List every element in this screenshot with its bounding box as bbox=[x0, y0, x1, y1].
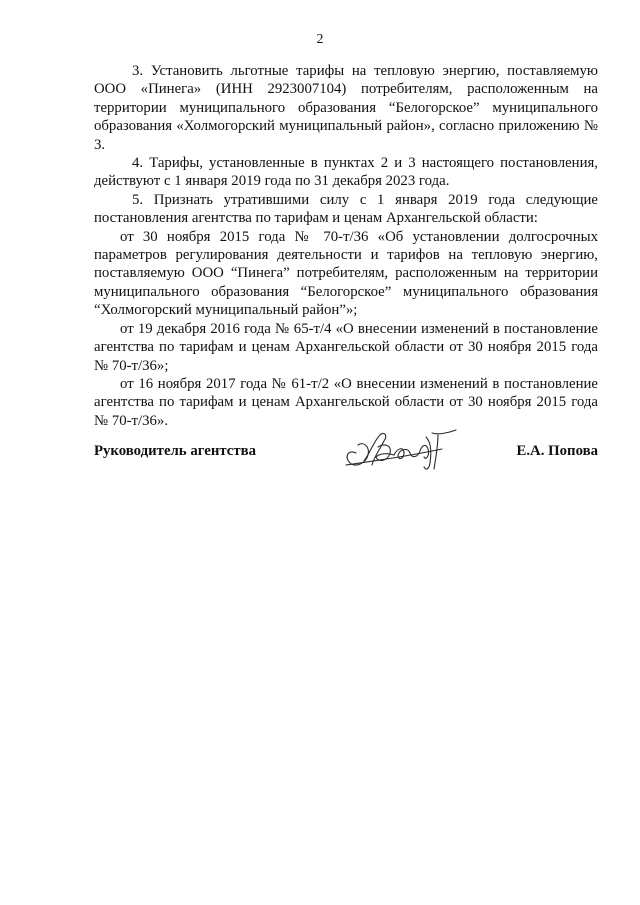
signature-block bbox=[94, 433, 598, 477]
repealed-act-3: от 16 ноября 2017 года № 61-т/2 «О внесении изменений в постановление агентства по тарифам и ценам Архангельской области от 30 ноября 2015 года № 70-т/36». bbox=[94, 375, 598, 429]
signatory-title: Руководитель агентства bbox=[94, 443, 257, 459]
repealed-act-2: от 19 декабря 2016 года № 65-т/4 «О внесении изменений в постановление агентства по тарифам и ценам Архангельской области от 30 ноября 2015 года № 70-т/36»; bbox=[94, 320, 598, 374]
paragraph-item-3: 3. Установить льготные тарифы на тепловую энергию, поставляемую ООО «Пинега» (ИНН 2923007104) потребителям, расположенным на территории муниципального образования “Белогорское” муниципального образования «Холмогорский муниципальный район», согласно приложению № 3. bbox=[94, 63, 598, 153]
handwritten-signature bbox=[334, 427, 464, 473]
signatory-name: Е.А. Попова bbox=[516, 443, 598, 459]
document-body bbox=[94, 62, 598, 430]
paragraph-item-5: 5. Признать утратившими силу с 1 января 2019 года следующие постановления агентства по тарифам и ценам Архангельской области: bbox=[94, 191, 598, 227]
repealed-act-1: от 30 ноября 2015 года № 70-т/36 «Об установлении долгосрочных параметров регулирования деятельности и тарифов на тепловую энергию, поставляемую ООО “Пинега” потребителям, расположенным на территории муниципального образования “Белогорское” муниципального образования “Холмогорский муниципальный район”»; bbox=[94, 228, 598, 319]
page-number: 2 bbox=[316, 32, 324, 47]
paragraph-item-4: 4. Тарифы, установленные в пунктах 2 и 3 настоящего постановления, действуют с 1 января 2019 года по 31 декабря 2023 года. bbox=[94, 155, 598, 190]
